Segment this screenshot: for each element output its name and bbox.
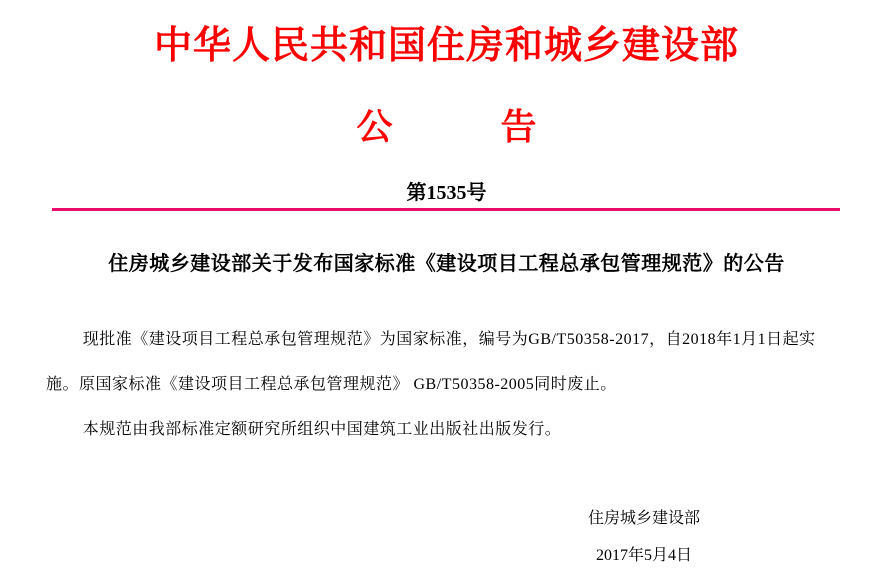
- divider-line: [52, 208, 840, 211]
- signature-block: [494, 508, 794, 567]
- agency-title: 中华人民共和国住房和城乡建设部: [153, 25, 739, 67]
- signature-agency: 住房城乡建设部: [587, 510, 700, 527]
- announcement-headline: 住房城乡建设部关于发布国家标准《建设项目工程总承包管理规范》的公告: [108, 253, 785, 275]
- notice-type-heading: 公 告: [356, 107, 537, 147]
- body-text: [46, 317, 848, 452]
- signature-date: 2017年5月4日: [595, 547, 692, 564]
- document-number: 第1535号: [406, 182, 487, 204]
- body-paragraph-2: 本规范由我部标准定额研究所组织中国建筑工业出版社出版发行。: [82, 421, 562, 438]
- body-paragraph-1: 现批准《建设项目工程总承包管理规范》为国家标准，编号为GB/T50358-2017，自2018年1月1日起实施。原国家标准《建设项目工程总承包管理规范》 GB/T50358-2005同时废止。: [46, 331, 816, 393]
